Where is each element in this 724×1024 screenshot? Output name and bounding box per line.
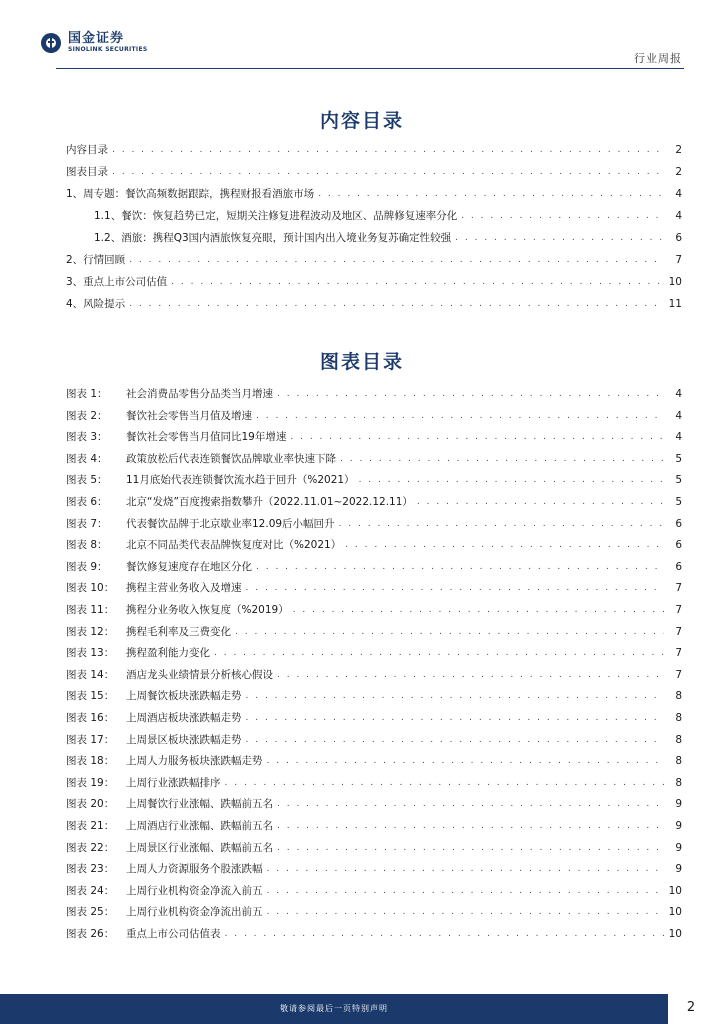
figure-entry[interactable] — [66, 731, 682, 747]
figure-entry-label: 上周人力资源服务个股涨跌幅 — [126, 863, 263, 875]
figure-number: 图表 12： — [66, 626, 115, 638]
figure-entry-label: 上周酒店行业涨幅、跌幅前五名 — [126, 820, 273, 832]
figure-number: 图表 25： — [66, 906, 115, 918]
figure-entry[interactable] — [66, 666, 682, 682]
figure-number: 图表 16： — [66, 712, 115, 724]
toc-entry-page: 11 — [668, 298, 682, 310]
dot-leader — [277, 797, 664, 811]
figure-entry[interactable] — [66, 882, 682, 898]
dot-leader — [290, 430, 664, 444]
toc-entry[interactable] — [66, 185, 682, 201]
figure-entry-page: 8 — [675, 734, 682, 746]
figure-entry-label: 上周餐饮行业涨幅、跌幅前五名 — [126, 798, 273, 810]
figure-entry[interactable] — [66, 687, 682, 703]
figure-entry-page: 9 — [675, 863, 682, 875]
figure-entry-label: 代表餐饮品牌于北京歇业率12.09后小幅回升 — [126, 518, 335, 530]
figure-entry-page: 7 — [675, 626, 682, 638]
figure-number: 图表 15： — [66, 690, 115, 702]
figure-entry-label: 上周酒店板块涨跌幅走势 — [126, 712, 242, 724]
toc-entry[interactable] — [94, 229, 682, 245]
dot-leader — [345, 538, 664, 552]
dot-leader — [277, 841, 664, 855]
dot-leader — [267, 754, 665, 768]
toc-entry[interactable] — [66, 295, 682, 311]
dot-leader — [461, 209, 664, 223]
toc-entry[interactable] — [66, 141, 682, 157]
figure-entry-label: 11月底始代表连锁餐饮流水趋于回升（%2021） — [126, 474, 355, 486]
figure-entry[interactable] — [66, 450, 682, 466]
dot-leader — [129, 297, 664, 311]
figure-entry[interactable] — [66, 644, 682, 660]
dot-leader — [225, 927, 665, 941]
figure-entry-label: 上周行业涨跌幅排序 — [126, 777, 221, 789]
dot-leader — [267, 905, 665, 919]
figure-entry-page: 8 — [675, 777, 682, 789]
dot-leader — [235, 625, 664, 639]
dot-leader — [171, 275, 664, 289]
figure-entry-page: 6 — [675, 561, 682, 573]
footer-disclaimer: 敬请参阅最后一页特别声明 — [280, 1004, 388, 1013]
figure-entry-page: 4 — [675, 388, 682, 400]
figure-number: 图表 18： — [66, 755, 115, 767]
figure-entry[interactable] — [66, 471, 682, 487]
figure-entry[interactable] — [66, 709, 682, 725]
figure-entry-label: 餐饮社会零售当月值及增速 — [126, 410, 252, 422]
figure-number: 图表 21： — [66, 820, 115, 832]
dot-leader — [318, 187, 664, 201]
figure-entry-page: 10 — [668, 885, 682, 897]
figure-entry-label: 携程分业务收入恢复度（%2019） — [126, 604, 289, 616]
figure-number: 图表 5： — [66, 474, 108, 486]
toc-entry[interactable] — [94, 207, 682, 223]
dot-leader — [214, 646, 664, 660]
figure-entry-label: 北京“发烧”百度搜索指数攀升（2022.11.01~2022.12.11） — [126, 496, 413, 508]
figure-number: 图表 9： — [66, 561, 108, 573]
figure-entry-page: 5 — [675, 496, 682, 508]
figure-entry-label: 社会消费品零售分品类当月增速 — [126, 388, 273, 400]
figure-entry[interactable] — [66, 839, 682, 855]
figure-entry[interactable] — [66, 752, 682, 768]
figure-entry-page: 10 — [668, 906, 682, 918]
figure-number: 图表 3： — [66, 431, 108, 443]
figure-number: 图表 13： — [66, 647, 115, 659]
figure-number: 图表 20： — [66, 798, 115, 810]
figure-entry[interactable] — [66, 558, 682, 574]
figure-number: 图表 24： — [66, 885, 115, 897]
figure-number: 图表 17： — [66, 734, 115, 746]
figure-entry-label: 上周景区板块涨跌幅走势 — [126, 734, 242, 746]
dot-leader — [256, 560, 664, 574]
figure-entry-label: 酒店龙头业绩情景分析核心假设 — [126, 669, 273, 681]
figure-number: 图表 19： — [66, 777, 115, 789]
toc-entry[interactable] — [66, 163, 682, 179]
toc-entry-page: 4 — [675, 188, 682, 200]
figure-entry[interactable] — [66, 623, 682, 639]
figure-entry-label: 上周行业机构资金净流出前五 — [126, 906, 263, 918]
figure-entry[interactable] — [66, 536, 682, 552]
toc-entry-page: 2 — [675, 144, 682, 156]
figure-entry-label: 携程主营业务收入及增速 — [126, 582, 242, 594]
figure-number: 图表 26： — [66, 928, 115, 940]
report-type-label: 行业周报 — [634, 52, 682, 65]
dot-leader — [112, 143, 664, 157]
figure-entry[interactable] — [66, 407, 682, 423]
figure-entry-page: 4 — [675, 431, 682, 443]
toc-entry-label: 图表目录 — [66, 166, 108, 178]
toc-entry-label: 1、周专题：餐饮高频数据跟踪，携程财报看酒旅市场 — [66, 188, 315, 200]
figure-entry-page: 7 — [675, 669, 682, 681]
figure-entry-page: 8 — [675, 690, 682, 702]
figure-entry-page: 10 — [668, 928, 682, 940]
figure-entry[interactable] — [66, 774, 682, 790]
dot-leader — [246, 733, 665, 747]
dot-leader — [246, 689, 665, 703]
dot-leader — [359, 473, 664, 487]
dot-leader — [277, 819, 664, 833]
dot-leader — [246, 581, 665, 595]
dot-leader — [256, 409, 664, 423]
figure-entry-label: 上周餐饮板块涨跌幅走势 — [126, 690, 242, 702]
figure-number: 图表 14： — [66, 669, 115, 681]
contents-title: 内容目录 — [319, 110, 404, 132]
figure-number: 图表 7： — [66, 518, 108, 530]
figure-entry-label: 北京不同品类代表品牌恢复度对比（%2021） — [126, 539, 342, 551]
figure-number: 图表 10： — [66, 582, 115, 594]
dot-leader — [277, 668, 664, 682]
figure-entry-page: 6 — [675, 539, 682, 551]
toc-entry-label: 4、风险提示 — [66, 298, 126, 310]
header-divider — [56, 68, 684, 69]
figure-number: 图表 8： — [66, 539, 108, 551]
dot-leader — [340, 452, 664, 466]
toc-entry-label: 1.1、餐饮：恢复趋势已定，短期关注修复进程波动及地区、品牌修复速率分化 — [94, 210, 458, 222]
figure-entry-page: 8 — [675, 712, 682, 724]
figure-number: 图表 1： — [66, 388, 108, 400]
dot-leader — [267, 862, 665, 876]
figure-entry[interactable] — [66, 493, 682, 509]
figure-entry[interactable] — [66, 579, 682, 595]
figure-entry[interactable] — [66, 795, 682, 811]
figure-number: 图表 4： — [66, 453, 108, 465]
toc-entry-page: 7 — [675, 254, 682, 266]
figure-entry-page: 9 — [675, 798, 682, 810]
dot-leader — [246, 711, 665, 725]
toc-entry-label: 2、行情回顾 — [66, 254, 126, 266]
figure-number: 图表 11： — [66, 604, 115, 616]
figure-entry[interactable] — [66, 601, 682, 617]
dot-leader — [339, 517, 664, 531]
dot-leader — [293, 603, 664, 617]
logo-english-name: SINOLINK SECURITIES — [68, 46, 148, 53]
figure-entry-label: 携程毛利率及三费变化 — [126, 626, 231, 638]
figure-entry-page: 7 — [675, 582, 682, 594]
figure-entry-page: 7 — [675, 647, 682, 659]
dot-leader — [112, 165, 664, 179]
figure-entry-page: 6 — [675, 518, 682, 530]
figure-entry[interactable] — [66, 925, 682, 941]
figure-entry-page: 4 — [675, 410, 682, 422]
figure-entry[interactable] — [66, 817, 682, 833]
page-header — [0, 0, 724, 70]
figure-number: 图表 22： — [66, 842, 115, 854]
figure-entry[interactable] — [66, 428, 682, 444]
toc-entry-label: 3、重点上市公司估值 — [66, 276, 168, 288]
dot-leader — [455, 231, 664, 245]
figure-entry-label: 上周行业机构资金净流入前五 — [126, 885, 263, 897]
figure-entry-label: 餐饮修复速度存在地区分化 — [126, 561, 252, 573]
figure-entry-label: 上周景区行业涨幅、跌幅前五名 — [126, 842, 273, 854]
sinolink-logo-icon — [40, 32, 62, 54]
dot-leader — [129, 253, 664, 267]
figure-entry-label: 携程盈利能力变化 — [126, 647, 210, 659]
toc-entry-label: 内容目录 — [66, 144, 108, 156]
figure-entry-page: 7 — [675, 604, 682, 616]
figure-number: 图表 2： — [66, 410, 108, 422]
company-logo — [40, 30, 147, 56]
page-number: 2 — [686, 1000, 696, 1015]
figure-entry-page: 9 — [675, 842, 682, 854]
figure-entry-label: 餐饮社会零售当月值同比19年增速 — [126, 431, 287, 443]
figure-entry-page: 5 — [675, 453, 682, 465]
figure-number: 图表 23： — [66, 863, 115, 875]
dot-leader — [267, 884, 665, 898]
figures-title: 图表目录 — [319, 351, 404, 373]
toc-entry-label: 1.2、酒旅：携程Q3国内酒旅恢复亮眼，预计国内出入境业务复苏确定性较强 — [94, 232, 452, 244]
figure-number: 图表 6： — [66, 496, 108, 508]
dot-leader — [225, 776, 665, 790]
logo-chinese-name: 国金证券 — [68, 31, 125, 46]
dot-leader — [417, 495, 664, 509]
toc-entry-page: 2 — [675, 166, 682, 178]
figure-entry[interactable] — [66, 860, 682, 876]
figure-entry[interactable] — [66, 385, 682, 401]
toc-entry-page: 10 — [668, 276, 682, 288]
figure-entry[interactable] — [66, 903, 682, 919]
toc-entry[interactable] — [66, 251, 682, 267]
figure-entry-label: 上周人力服务板块涨跌幅走势 — [126, 755, 263, 767]
toc-entry-page: 6 — [675, 232, 682, 244]
figure-entry-page: 8 — [675, 755, 682, 767]
figure-entry-label: 政策放松后代表连锁餐饮品牌歇业率快速下降 — [126, 453, 336, 465]
figure-entry-label: 重点上市公司估值表 — [126, 928, 221, 940]
figure-entry[interactable] — [66, 515, 682, 531]
figure-entry-page: 9 — [675, 820, 682, 832]
figure-entry-page: 5 — [675, 474, 682, 486]
toc-entry-page: 4 — [675, 210, 682, 222]
dot-leader — [277, 387, 664, 401]
toc-entry[interactable] — [66, 273, 682, 289]
